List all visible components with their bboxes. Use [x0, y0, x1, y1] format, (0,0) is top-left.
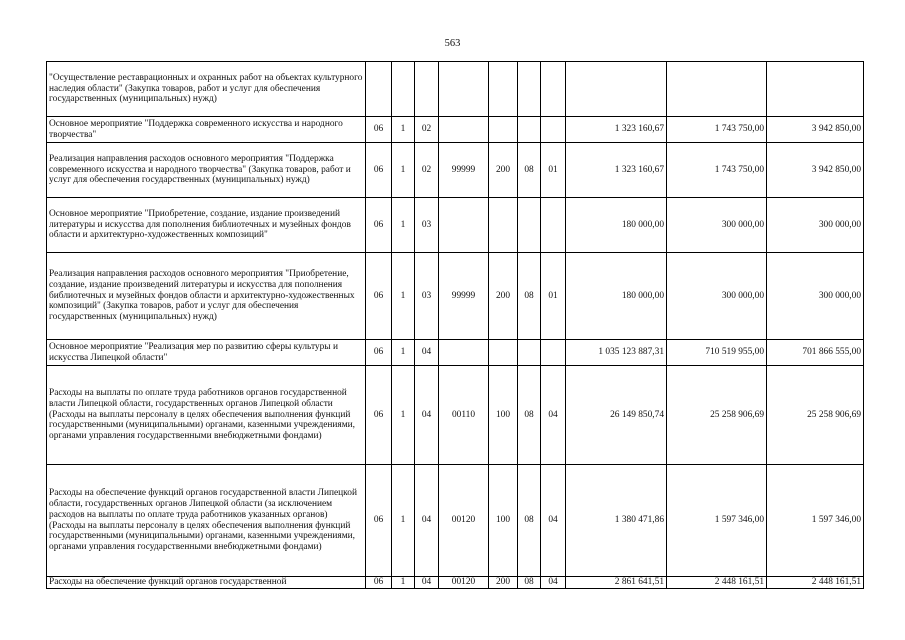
- row-description: Основное мероприятие "Поддержка современного искусства и народного творчества": [47, 117, 366, 143]
- code-section: 08: [518, 577, 541, 589]
- code-subprogram: 1: [392, 117, 415, 143]
- code-direction: 99999: [439, 143, 489, 198]
- code-direction: [439, 198, 489, 253]
- code-subprogram: 1: [392, 577, 415, 589]
- amount-year-1: 26 149 850,74: [566, 366, 667, 465]
- amount-year-2: 300 000,00: [667, 198, 767, 253]
- code-expense-type: [489, 198, 518, 253]
- code-subsection: 04: [541, 577, 566, 589]
- code-subprogram: 1: [392, 198, 415, 253]
- table-row: [47, 465, 864, 577]
- row-description: Расходы на обеспечение функций органов государственной: [47, 577, 366, 589]
- row-description: Основное мероприятие "Реализация мер по развитию сферы культуры и искусства Липецкой области": [47, 340, 366, 366]
- code-activity: 02: [415, 117, 439, 143]
- amount-year-2: 300 000,00: [667, 253, 767, 340]
- code-activity: 04: [415, 340, 439, 366]
- table-row: [47, 253, 864, 340]
- row-description: Основное мероприятие "Приобретение, создание, издание произведений литературы и искусства для пополнения библиотечных и музейных фондов области и архитектурно-художественных композиций": [47, 198, 366, 253]
- code-expense-type: 200: [489, 253, 518, 340]
- code-subsection: 01: [541, 143, 566, 198]
- amount-year-3: 2 448 161,51: [767, 577, 864, 589]
- code-program: 06: [366, 253, 392, 340]
- amount-year-3: 3 942 850,00: [767, 117, 864, 143]
- amount-year-1: 1 323 160,67: [566, 117, 667, 143]
- amount-year-2: [667, 62, 767, 117]
- amount-year-3: 25 258 906,69: [767, 366, 864, 465]
- code-subsection: [541, 198, 566, 253]
- amount-year-3: 1 597 346,00: [767, 465, 864, 577]
- code-subsection: [541, 62, 566, 117]
- code-subsection: [541, 340, 566, 366]
- code-expense-type: [489, 117, 518, 143]
- amount-year-2: 710 519 955,00: [667, 340, 767, 366]
- row-description: "Осуществление реставрационных и охранных работ на объектах культурного наследия области" (Закупка товаров, работ и услуг для обеспечения государственных (муниципальных) нужд): [47, 62, 366, 117]
- code-section: 08: [518, 143, 541, 198]
- amount-year-1: 2 861 641,51: [566, 577, 667, 589]
- amount-year-3: 701 866 555,00: [767, 340, 864, 366]
- amount-year-1: 1 323 160,67: [566, 143, 667, 198]
- page-number: 563: [444, 38, 461, 49]
- code-direction: 00110: [439, 366, 489, 465]
- table-body: [47, 62, 864, 589]
- code-section: [518, 62, 541, 117]
- table-row: [47, 143, 864, 198]
- row-description: Расходы на обеспечение функций органов государственной власти Липецкой области, государственных органов Липецкой области (за исключением расходов на выплаты по оплате труда работников указанных органов) (Расходы на выплаты персоналу в целях обеспечения выполнения функций государственными (муниципальными) органами, казенными учреждениями, органами управления государственными внебюджетными фондами): [47, 465, 366, 577]
- code-program: [366, 62, 392, 117]
- code-subsection: 04: [541, 465, 566, 577]
- table-row: [47, 117, 864, 143]
- amount-year-1: 1 035 123 887,31: [566, 340, 667, 366]
- amount-year-2: 1 597 346,00: [667, 465, 767, 577]
- code-subprogram: 1: [392, 340, 415, 366]
- amount-year-3: 300 000,00: [767, 198, 864, 253]
- code-activity: 03: [415, 253, 439, 340]
- code-direction: [439, 117, 489, 143]
- amount-year-1: [566, 62, 667, 117]
- table-row: [47, 62, 864, 117]
- code-activity: [415, 62, 439, 117]
- code-direction: 99999: [439, 253, 489, 340]
- code-direction: [439, 62, 489, 117]
- code-subsection: [541, 117, 566, 143]
- code-section: 08: [518, 366, 541, 465]
- code-section: 08: [518, 253, 541, 340]
- table-row: [47, 198, 864, 253]
- code-program: 06: [366, 366, 392, 465]
- code-subprogram: 1: [392, 366, 415, 465]
- code-program: 06: [366, 198, 392, 253]
- code-program: 06: [366, 577, 392, 589]
- code-section: 08: [518, 465, 541, 577]
- code-direction: 00120: [439, 577, 489, 589]
- code-program: 06: [366, 117, 392, 143]
- code-direction: 00120: [439, 465, 489, 577]
- table-row: [47, 340, 864, 366]
- code-activity: 02: [415, 143, 439, 198]
- budget-table: [46, 61, 864, 589]
- row-description: Расходы на выплаты по оплате труда работников органов государственной власти Липецкой области, государственных органов Липецкой области (Расходы на выплаты персоналу в целях обеспечения выполнения функций государственными (муниципальными) органами, казенными учреждениями, органами управления государственными внебюджетными фондами): [47, 366, 366, 465]
- amount-year-2: 2 448 161,51: [667, 577, 767, 589]
- code-subprogram: 1: [392, 253, 415, 340]
- code-expense-type: [489, 62, 518, 117]
- code-activity: 04: [415, 366, 439, 465]
- amount-year-2: 1 743 750,00: [667, 143, 767, 198]
- amount-year-1: 180 000,00: [566, 198, 667, 253]
- code-expense-type: 200: [489, 143, 518, 198]
- amount-year-1: 1 380 471,86: [566, 465, 667, 577]
- code-subsection: 01: [541, 253, 566, 340]
- code-expense-type: 100: [489, 465, 518, 577]
- row-description: Реализация направления расходов основного мероприятия "Поддержка современного искусства и народного творчества" (Закупка товаров, работ и услуг для обеспечения государственных (муниципальных) нужд): [47, 143, 366, 198]
- table-row: [47, 577, 864, 589]
- code-expense-type: 200: [489, 577, 518, 589]
- amount-year-3: 300 000,00: [767, 253, 864, 340]
- code-activity: 03: [415, 198, 439, 253]
- code-subprogram: 1: [392, 465, 415, 577]
- code-program: 06: [366, 465, 392, 577]
- amount-year-1: 180 000,00: [566, 253, 667, 340]
- amount-year-3: 3 942 850,00: [767, 143, 864, 198]
- amount-year-2: 25 258 906,69: [667, 366, 767, 465]
- code-program: 06: [366, 143, 392, 198]
- amount-year-2: 1 743 750,00: [667, 117, 767, 143]
- code-activity: 04: [415, 465, 439, 577]
- code-expense-type: [489, 340, 518, 366]
- code-activity: 04: [415, 577, 439, 589]
- amount-year-3: [767, 62, 864, 117]
- code-program: 06: [366, 340, 392, 366]
- code-subprogram: 1: [392, 143, 415, 198]
- code-expense-type: 100: [489, 366, 518, 465]
- code-subprogram: [392, 62, 415, 117]
- row-description: Реализация направления расходов основного мероприятия "Приобретение, создание, издание произведений литературы и искусства для пополнения библиотечных и музейных фондов области и архитектурно-художественных композиций" (Закупка товаров, работ и услуг для обеспечения государственных (муниципальных) нужд): [47, 253, 366, 340]
- code-subsection: 04: [541, 366, 566, 465]
- code-direction: [439, 340, 489, 366]
- code-section: [518, 117, 541, 143]
- code-section: [518, 340, 541, 366]
- code-section: [518, 198, 541, 253]
- table-row: [47, 366, 864, 465]
